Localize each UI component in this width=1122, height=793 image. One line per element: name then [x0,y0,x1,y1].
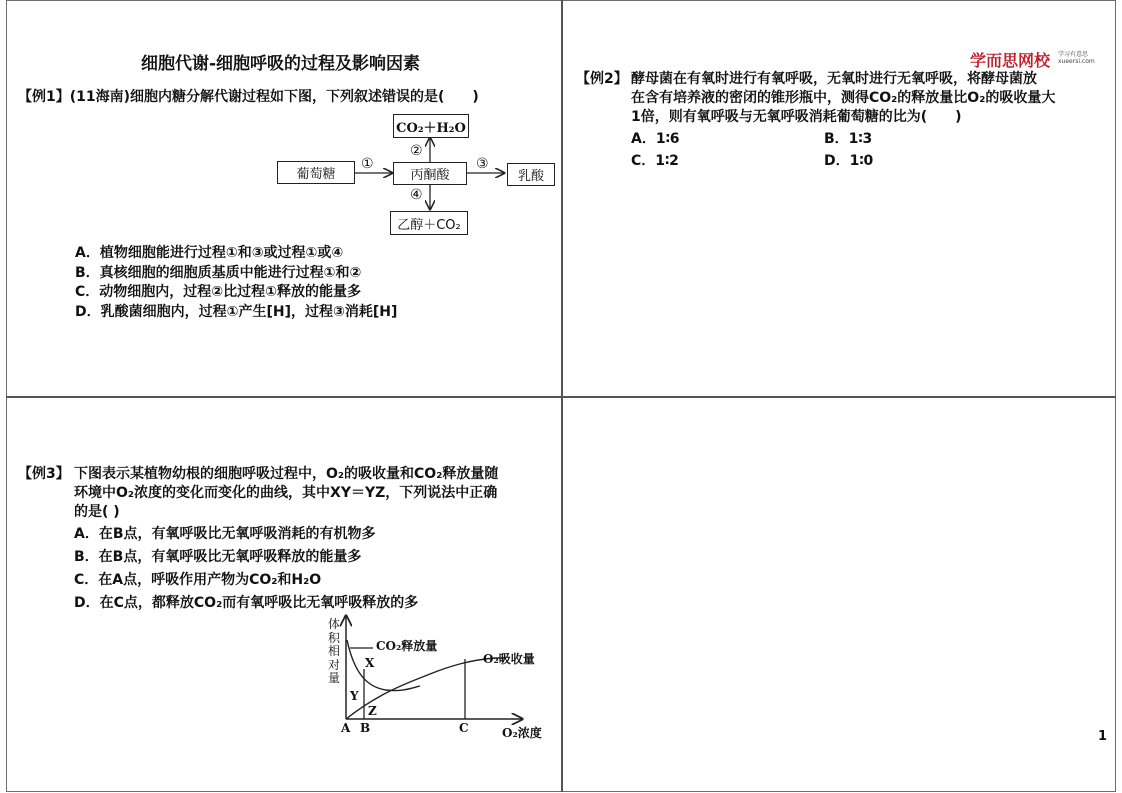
example3-line-1: 下图表示某植物幼根的细胞呼吸过程中，O₂的吸收量和CO₂释放量随 [74,466,499,482]
option-b[interactable] [75,264,397,284]
example3-question [74,465,498,522]
option-text: 在B点，有氧呼吸比无氧呼吸释放的能量多 [98,549,362,565]
option-a[interactable] [74,523,418,546]
step-2-label: ② [410,143,423,159]
option-text: 1∶2 [655,153,679,169]
option-c[interactable] [75,283,397,303]
example1-tag: 【例1】 [18,89,70,105]
option-label: A． [75,245,100,261]
y-label-char: 相 [328,644,341,658]
option-label: D． [75,303,101,320]
option-label: A． [74,526,99,542]
point-x-label: X [365,656,375,670]
step-1-label: ① [361,156,374,172]
graph-curves [320,612,550,742]
y-label-char: 积 [328,630,341,645]
option-text: 1∶3 [848,131,873,147]
option-text: 真核细胞的细胞质基质中能进行过程①和② [99,264,362,281]
option-label: C． [75,284,100,300]
y-label-char: 对 [328,657,341,672]
example1-options [75,244,397,322]
example3-line-2: 环境中O₂浓度的变化而变化的曲线，其中XY＝YZ，下列说法中正确 [74,485,498,501]
option-text: 植物细胞能进行过程①和③或过程①或④ [99,245,344,261]
node-glucose: 葡萄糖 [277,161,355,184]
option-a[interactable] [75,244,397,264]
option-label: C． [631,153,656,169]
option-text: 在B点，有氧呼吸比无氧呼吸消耗的有机物多 [98,526,376,542]
option-text: 动物细胞内，过程②比过程①释放的能量多 [99,284,361,300]
option-label: A． [631,131,656,147]
x-axis-label: O₂浓度 [502,726,542,740]
respiration-graph [320,612,550,742]
example3-line-3: 的是( ) [74,504,120,520]
option-b[interactable] [74,546,418,569]
page-number: 1 [1098,729,1108,744]
o2-curve-label: O₂吸收量 [483,652,535,666]
point-a-label: A [341,721,351,735]
example3-tag: 【例3】 [18,466,70,482]
logo-domain-text: xueersi.com [1058,58,1095,65]
option-label: C． [74,572,99,588]
option-text: 乳酸菌细胞内，过程①产生[H]，过程③消耗[H] [100,303,398,320]
node-pyruvate: 丙酮酸 [393,162,467,185]
example2-option-c[interactable] [631,152,679,172]
node-ethanol-co2: 乙醇＋CO₂ [390,211,468,235]
example2-option-a[interactable] [631,130,679,150]
y-label-char: 量 [328,671,341,685]
point-y-label: Y [350,689,359,703]
option-label: D． [74,595,100,611]
y-axis-label [328,618,340,686]
example2-option-d[interactable] [824,152,873,172]
step-3-label: ③ [476,156,489,172]
point-z-label: Z [368,704,377,718]
example1-stem: (11海南)细胞内糖分解代谢过程如下图，下列叙述错误的是( ) [69,89,479,105]
example2-question [631,70,1055,127]
horizontal-divider [6,396,1116,398]
logo-tagline-text: 学习有意思 [1058,51,1089,58]
example3-options [74,523,418,615]
node-lactic-acid: 乳酸 [507,163,555,186]
option-text: 1∶0 [849,153,874,169]
option-d[interactable] [75,303,397,323]
example2-option-b[interactable] [824,130,872,150]
example2-line-2: 在含有培养液的密闭的锥形瓶中，测得CO₂的释放量比O₂的吸收量大 [631,90,1056,106]
option-label: D． [824,153,850,169]
option-text: 在A点，呼吸作用产物为CO₂和H₂O [98,572,322,588]
point-c-label: C [459,721,469,735]
option-label: B． [75,264,100,281]
page-title: 细胞代谢-细胞呼吸的过程及影响因素 [140,54,421,74]
option-c[interactable] [74,569,418,592]
co2-curve-label: CO₂释放量 [376,639,438,653]
xueersi-logo: 学而思网校 [970,51,1051,70]
option-label: B． [74,549,99,565]
option-label: B． [824,131,849,147]
node-co2-h2o: CO₂＋H₂O [393,114,469,138]
option-text: 1∶6 [655,131,680,147]
y-label-char: 体 [328,617,341,631]
step-4-label: ④ [410,187,423,203]
example2-line-1: 酵母菌在有氧时进行有氧呼吸，无氧时进行无氧呼吸，将酵母菌放 [631,71,1037,87]
example2-tag: 【例2】 [576,71,628,87]
point-b-label: B [360,721,371,735]
example2-line-3: 1倍，则有氧呼吸与无氧呼吸消耗葡萄糖的比为( ) [631,109,962,125]
xueersi-logo-tagline [1058,51,1095,65]
option-text: 在C点，都释放CO₂而有氧呼吸比无氧呼吸释放的多 [99,595,419,611]
